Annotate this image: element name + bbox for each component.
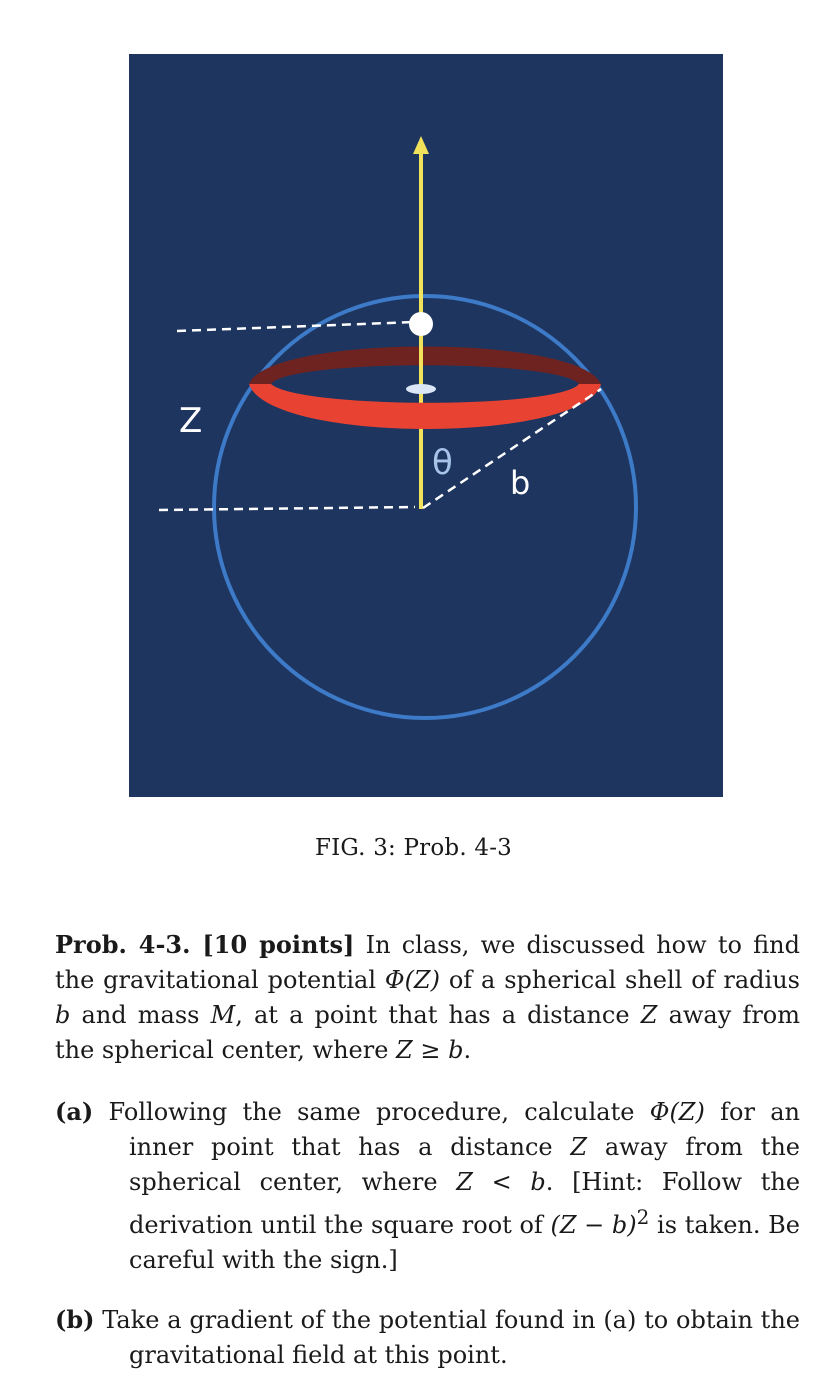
dashed-z-top — [177, 322, 415, 331]
part-a — [55, 1094, 800, 1278]
figure-panel — [129, 54, 723, 797]
dashed-z-bottom — [159, 507, 415, 510]
part-a-label: (a) — [55, 1097, 94, 1126]
problem-heading: Prob. 4-3. [10 points] — [55, 930, 355, 959]
mass-symbol: M — [210, 1001, 236, 1029]
part-a-text-2: for an inner point that has a distance — [129, 1098, 800, 1161]
intro-text-1: In class, we discussed how to find the gravitational potential — [55, 931, 800, 994]
ring-center-marker — [406, 384, 436, 394]
label-z: Z — [179, 401, 203, 441]
shell-diagram — [129, 54, 723, 797]
problem-intro — [55, 927, 800, 1068]
field-point — [409, 312, 433, 336]
radius-symbol: b — [55, 1001, 71, 1029]
part-b-label: (b) — [55, 1305, 95, 1334]
outer-condition: Z ≥ b — [396, 1036, 464, 1064]
part-a-text-5: is taken. Be careful with the sign.] — [129, 1211, 800, 1274]
intro-text-5: away from the spherical center, where — [55, 1001, 800, 1064]
intro-text-2: of a spherical shell of radius — [439, 966, 800, 994]
intro-text-3: and mass — [70, 1001, 211, 1029]
label-theta: θ — [432, 443, 453, 483]
part-a-text-1: Following the same procedure, calculate — [93, 1098, 650, 1126]
figure-caption: FIG. 3: Prob. 4-3 — [314, 835, 512, 861]
part-a-phi: Φ(Z) — [649, 1098, 705, 1126]
distance-symbol: Z — [640, 1001, 658, 1029]
z-axis-arrowhead — [413, 136, 429, 154]
ring-back — [249, 347, 601, 385]
part-b — [55, 1302, 800, 1373]
phi-symbol: Φ(Z) — [384, 966, 440, 994]
intro-text-4: , at a point that has a distance — [235, 1001, 641, 1029]
part-a-text-4: . [Hint: Follow the derivation until the square root of — [129, 1168, 801, 1239]
intro-text-end: . — [463, 1036, 472, 1064]
part-b-text: Take a gradient of the potential found in (a) to obtain the gravitational field at this point. — [94, 1306, 800, 1369]
part-a-condition: Z < b — [456, 1168, 546, 1196]
part-a-exponent: 2 — [636, 1205, 650, 1229]
part-a-text-3: away from the spherical center, where — [129, 1133, 800, 1196]
part-a-z: Z — [570, 1133, 588, 1161]
problem-text — [55, 927, 800, 1373]
part-a-expression: (Z − b) — [550, 1211, 637, 1239]
label-b: b — [510, 464, 531, 502]
